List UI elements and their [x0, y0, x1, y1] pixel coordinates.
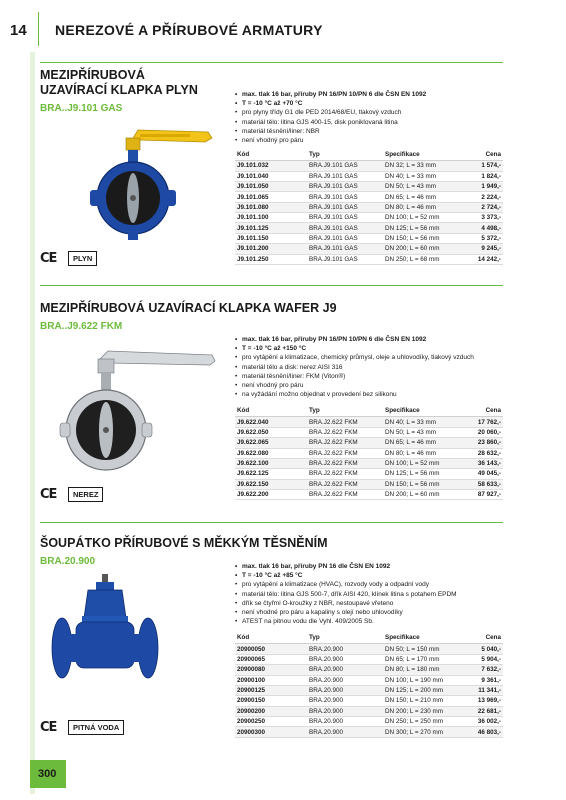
ce-mark-icon: CE — [40, 487, 57, 502]
spec-bullet: • materiál tělo: litina GJS 400-15, disk poniklovaná litina — [235, 118, 503, 127]
spec-bullet: • materiál těsnění/liner: FKM (Viton®) — [235, 372, 503, 381]
section-subtitle: BRA..J9.622 FKM — [40, 321, 123, 332]
section-gas-valve-content — [40, 68, 503, 266]
product-price: 3 373,- — [459, 213, 503, 223]
price-table — [235, 632, 503, 737]
product-spec: DN 125; L = 56 mm — [383, 469, 459, 479]
product-spec: DN 250; L = 250 mm — [383, 717, 459, 727]
table-row — [235, 244, 503, 254]
product-code: J9.622.150 — [235, 479, 307, 489]
product-type: BRA.J9.101 GAS — [307, 192, 383, 202]
spec-bullet: • max. tlak 16 bar, příruby PN 16/PN 10/PN 6 dle ČSN EN 1092 — [235, 335, 503, 344]
product-price: 28 632,- — [459, 448, 503, 458]
product-price: 14 242,- — [459, 254, 503, 264]
medium-badge: PLYN — [68, 251, 97, 266]
product-code: J9.101.100 — [235, 213, 307, 223]
gate-valve-info — [235, 562, 503, 738]
product-price: 23 860,- — [459, 438, 503, 448]
product-code: J9.101.125 — [235, 223, 307, 233]
header-spec: Specifikace — [383, 405, 459, 417]
product-price: 17 762,- — [459, 417, 503, 427]
section-title: MEZIPŘÍRUBOVÁ UZAVÍRACÍ KLAPKA WAFER J9 — [40, 301, 337, 315]
product-code: J9.101.150 — [235, 233, 307, 243]
table-row — [235, 448, 503, 458]
header-spec: Specifikace — [383, 632, 459, 644]
product-type: BRA.J2.622 FKM — [307, 479, 383, 489]
table-row — [235, 706, 503, 716]
spec-bullet: • T = -10 °C až +85 °C — [235, 571, 503, 580]
product-price: 22 681,- — [459, 706, 503, 716]
product-type: BRA.20.900 — [307, 727, 383, 737]
product-spec: DN 50; L = 43 mm — [383, 427, 459, 437]
header-code: Kód — [235, 632, 307, 644]
header-divider — [38, 12, 39, 46]
product-code: 20900065 — [235, 654, 307, 664]
table-row — [235, 490, 503, 500]
header-type: Typ — [307, 632, 383, 644]
butterfly-valve-blue-image — [40, 118, 225, 248]
product-price: 87 927,- — [459, 490, 503, 500]
spec-bullet: • materiál těsnění/liner: NBR — [235, 127, 503, 136]
table-row — [235, 223, 503, 233]
product-type: BRA.J2.622 FKM — [307, 469, 383, 479]
table-row — [235, 417, 503, 427]
spec-bullet: • pro vytápění a klimatizace, chemický průmysl, oleje a uhlovodíky, tlakový vzduch — [235, 353, 503, 362]
product-price: 36 143,- — [459, 458, 503, 468]
product-spec: DN 80; L = 46 mm — [383, 202, 459, 212]
product-spec: DN 32; L = 33 mm — [383, 161, 459, 171]
section-title: ŠOUPÁTKO PŘÍRUBOVÉ S MĚKKÝM TĚSNĚNÍM — [40, 536, 328, 550]
product-type: BRA.20.900 — [307, 706, 383, 716]
product-spec: DN 200; L = 60 mm — [383, 244, 459, 254]
section-subtitle: BRA..J9.101 GAS — [40, 103, 123, 114]
product-code: 20900080 — [235, 665, 307, 675]
product-type: BRA.J2.622 FKM — [307, 448, 383, 458]
product-spec: DN 250; L = 68 mm — [383, 254, 459, 264]
table-row — [235, 717, 503, 727]
product-code: J9.622.200 — [235, 490, 307, 500]
table-row — [235, 479, 503, 489]
product-code: 20900150 — [235, 696, 307, 706]
product-code: J9.101.040 — [235, 171, 307, 181]
product-price: 36 002,- — [459, 717, 503, 727]
product-spec: DN 40; L = 33 mm — [383, 417, 459, 427]
ce-mark-icon: CE — [40, 251, 57, 266]
spec-bullet: • není vhodné pro páru a kapaliny s olejí nebo uhlovodíky — [235, 608, 503, 617]
product-code: J9.622.040 — [235, 417, 307, 427]
ce-mark-icon: CE — [40, 720, 57, 735]
table-row — [235, 696, 503, 706]
page-title: NEREZOVÉ A PŘÍRUBOVÉ ARMATURY — [55, 22, 323, 38]
chapter-number: 14 — [10, 22, 27, 39]
section-subtitle: BRA.20.900 — [40, 556, 96, 567]
header-type: Typ — [307, 405, 383, 417]
product-code: J9.101.200 — [235, 244, 307, 254]
spec-bullet: • ATEST na pitnou vodu dle Vyhl. 409/2005 Sb. — [235, 617, 503, 626]
product-type: BRA.20.900 — [307, 675, 383, 685]
table-row — [235, 665, 503, 675]
table-header-row — [235, 632, 503, 644]
spec-bullet: • není vhodný pro páru — [235, 381, 503, 390]
product-type: BRA.J9.101 GAS — [307, 233, 383, 243]
product-spec: DN 65; L = 170 mm — [383, 654, 459, 664]
table-row — [235, 181, 503, 191]
header-code: Kód — [235, 149, 307, 161]
header-price: Cena — [459, 632, 503, 644]
product-type: BRA.J9.101 GAS — [307, 223, 383, 233]
spec-bullet: • T = -10 °C až +150 °C — [235, 344, 503, 353]
spec-bullet: • dřík se čtyřmi O-kroužky z NBR, nestoupavé vřeteno — [235, 599, 503, 608]
product-price: 5 372,- — [459, 233, 503, 243]
table-body — [235, 161, 503, 265]
product-type: BRA.J2.622 FKM — [307, 427, 383, 437]
table-row — [235, 161, 503, 171]
butterfly-valve-steel-image — [40, 345, 225, 485]
product-price: 9 361,- — [459, 675, 503, 685]
table-row — [235, 427, 503, 437]
product-type: BRA.J2.622 FKM — [307, 458, 383, 468]
product-code: J9.101.250 — [235, 254, 307, 264]
product-price: 49 045,- — [459, 469, 503, 479]
table-header-row — [235, 405, 503, 417]
product-code: J9.622.080 — [235, 448, 307, 458]
badges-row — [40, 487, 103, 502]
spec-bullet-list — [235, 562, 503, 626]
product-type: BRA.J2.622 FKM — [307, 417, 383, 427]
product-type: BRA.20.900 — [307, 654, 383, 664]
gate-valve-blue-image — [40, 568, 225, 708]
product-code: J9.101.050 — [235, 181, 307, 191]
table-row — [235, 254, 503, 264]
product-spec: DN 40; L = 33 mm — [383, 171, 459, 181]
section-rule — [40, 285, 503, 286]
section-title: MEZIPŘÍRUBOVÁ — [40, 68, 145, 82]
wafer-valve-info — [235, 335, 503, 500]
header-price: Cena — [459, 149, 503, 161]
product-code: J9.622.100 — [235, 458, 307, 468]
spec-bullet: • pro vytápění a klimatizace (HVAC), rozvody vody a odpadní vody — [235, 580, 503, 589]
product-type: BRA.20.900 — [307, 685, 383, 695]
header-price: Cena — [459, 405, 503, 417]
product-code: J9.622.065 — [235, 438, 307, 448]
product-price: 1 949,- — [459, 181, 503, 191]
table-row — [235, 438, 503, 448]
table-row — [235, 202, 503, 212]
product-type: BRA.J9.101 GAS — [307, 202, 383, 212]
table-row — [235, 685, 503, 695]
product-code: J9.101.080 — [235, 202, 307, 212]
table-row — [235, 469, 503, 479]
spec-bullet-list — [235, 90, 503, 145]
gas-valve-info — [235, 90, 503, 265]
medium-badge: PITNÁ VODA — [68, 720, 124, 735]
table-row — [235, 675, 503, 685]
product-code: J9.622.050 — [235, 427, 307, 437]
spec-bullet: • materiál tělo a disk: nerez AISI 316 — [235, 363, 503, 372]
table-row — [235, 233, 503, 243]
product-spec: DN 80; L = 180 mm — [383, 665, 459, 675]
product-spec: DN 150; L = 210 mm — [383, 696, 459, 706]
product-image-gate-valve — [40, 568, 225, 708]
table-row — [235, 727, 503, 737]
product-spec: DN 80; L = 46 mm — [383, 448, 459, 458]
material-badge: NEREZ — [68, 487, 103, 502]
badges-row — [40, 720, 124, 735]
product-code: J9.622.125 — [235, 469, 307, 479]
product-price: 2 724,- — [459, 202, 503, 212]
product-spec: DN 125; L = 200 mm — [383, 685, 459, 695]
product-price: 13 969,- — [459, 696, 503, 706]
product-price: 9 245,- — [459, 244, 503, 254]
table-row — [235, 213, 503, 223]
product-spec: DN 50; L = 150 mm — [383, 644, 459, 654]
product-type: BRA.20.900 — [307, 696, 383, 706]
section-wafer-valve-content — [40, 301, 503, 502]
product-type: BRA.J9.101 GAS — [307, 161, 383, 171]
product-image-gas-valve — [40, 118, 225, 248]
product-spec: DN 200; L = 230 mm — [383, 706, 459, 716]
product-spec: DN 100; L = 52 mm — [383, 213, 459, 223]
spec-bullet: • T = -10 °C až +70 °C — [235, 99, 503, 108]
product-price: 5 040,- — [459, 644, 503, 654]
header-type: Typ — [307, 149, 383, 161]
product-code: 20900300 — [235, 727, 307, 737]
product-type: BRA.J9.101 GAS — [307, 171, 383, 181]
product-type: BRA.J2.622 FKM — [307, 438, 383, 448]
table-header-row — [235, 149, 503, 161]
spec-bullet: • na vyžádání možno objednat v provedení bez silikonu — [235, 390, 503, 399]
spec-bullet-list — [235, 335, 503, 399]
section-rule — [40, 62, 503, 63]
product-price: 20 060,- — [459, 427, 503, 437]
table-row — [235, 654, 503, 664]
product-price: 2 224,- — [459, 192, 503, 202]
product-price: 46 803,- — [459, 727, 503, 737]
header-spec: Specifikace — [383, 149, 459, 161]
product-spec: DN 150; L = 56 mm — [383, 479, 459, 489]
spec-bullet: • max. tlak 16 bar, příruby PN 16/PN 10/PN 6 dle ČSN EN 1092 — [235, 90, 503, 99]
product-price: 1 574,- — [459, 161, 503, 171]
product-price: 11 341,- — [459, 685, 503, 695]
table-body — [235, 417, 503, 500]
product-type: BRA.J2.622 FKM — [307, 490, 383, 500]
product-spec: DN 100; L = 190 mm — [383, 675, 459, 685]
product-spec: DN 200; L = 60 mm — [383, 490, 459, 500]
product-type: BRA.20.900 — [307, 665, 383, 675]
sidebar-accent — [30, 52, 35, 794]
spec-bullet: • max. tlak 16 bar, příruby PN 16 dle ČSN EN 1092 — [235, 562, 503, 571]
product-price: 7 632,- — [459, 665, 503, 675]
product-code: 20900200 — [235, 706, 307, 716]
table-body — [235, 644, 503, 737]
product-spec: DN 65; L = 46 mm — [383, 192, 459, 202]
section-title-line2: UZAVÍRACÍ KLAPKA PLYN — [40, 83, 198, 97]
product-type: BRA.20.900 — [307, 644, 383, 654]
product-code: J9.101.032 — [235, 161, 307, 171]
product-price: 58 633,- — [459, 479, 503, 489]
product-spec: DN 300; L = 270 mm — [383, 727, 459, 737]
header-code: Kód — [235, 405, 307, 417]
product-spec: DN 150; L = 56 mm — [383, 233, 459, 243]
product-price: 5 904,- — [459, 654, 503, 664]
product-code: 20900100 — [235, 675, 307, 685]
table-row — [235, 192, 503, 202]
section-gate-valve-content — [40, 536, 503, 736]
product-type: BRA.J9.101 GAS — [307, 181, 383, 191]
product-type: BRA.J9.101 GAS — [307, 213, 383, 223]
spec-bullet: • materiál tělo: litina GJS 500-7, dřík AISI 420, klínek litina s potahem EPDM — [235, 590, 503, 599]
table-row — [235, 644, 503, 654]
product-code: J9.101.065 — [235, 192, 307, 202]
product-type: BRA.J9.101 GAS — [307, 254, 383, 264]
product-code: 20900250 — [235, 717, 307, 727]
product-type: BRA.20.900 — [307, 717, 383, 727]
table-row — [235, 171, 503, 181]
table-row — [235, 458, 503, 468]
product-spec: DN 65; L = 46 mm — [383, 438, 459, 448]
page-header — [0, 0, 566, 52]
price-table — [235, 149, 503, 265]
spec-bullet: • pro plyny třídy G1 dle PED 2014/68/EU, tlakový vzduch — [235, 108, 503, 117]
price-table — [235, 405, 503, 500]
product-image-wafer-valve — [40, 345, 225, 485]
product-spec: DN 50; L = 43 mm — [383, 181, 459, 191]
section-rule — [40, 522, 503, 523]
product-price: 1 824,- — [459, 171, 503, 181]
spec-bullet: • není vhodný pro páru — [235, 136, 503, 145]
product-spec: DN 125; L = 56 mm — [383, 223, 459, 233]
badges-row — [40, 251, 97, 266]
product-spec: DN 100; L = 52 mm — [383, 458, 459, 468]
footer-page-number: 300 — [38, 768, 57, 780]
product-price: 4 498,- — [459, 223, 503, 233]
product-type: BRA.J9.101 GAS — [307, 244, 383, 254]
product-code: 20900050 — [235, 644, 307, 654]
product-code: 20900125 — [235, 685, 307, 695]
